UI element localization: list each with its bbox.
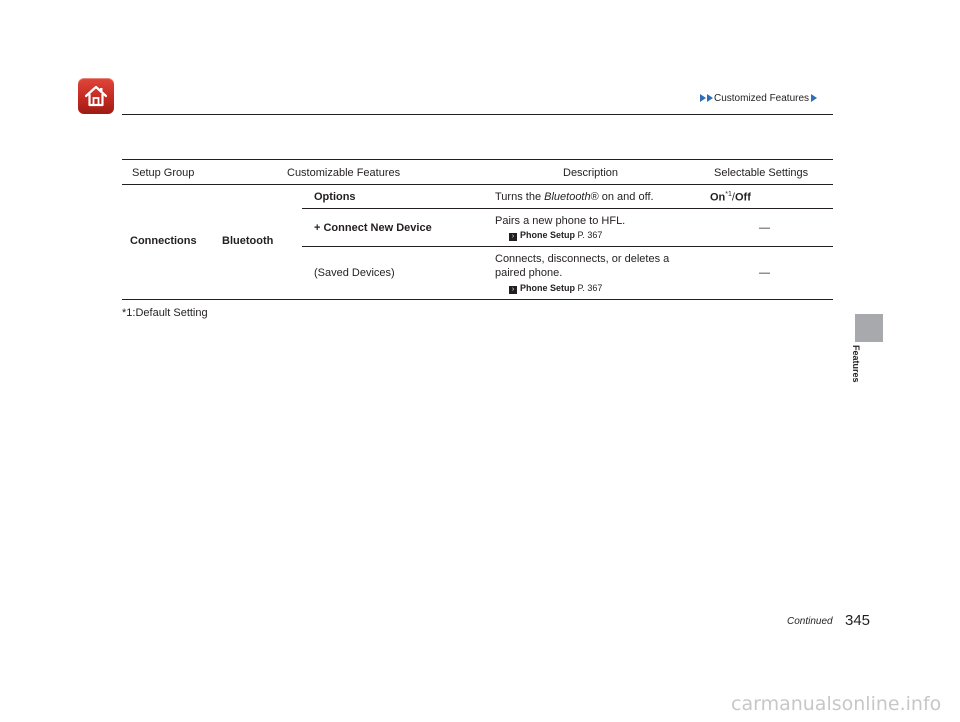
description-cell: Pairs a new phone to HFL. (495, 215, 626, 227)
section-tab[interactable] (855, 314, 883, 342)
column-header-selectable-settings: Selectable Settings (714, 167, 809, 179)
breadcrumb[interactable] (700, 93, 818, 104)
reference-page[interactable]: P. 367 (577, 283, 603, 293)
footnote: *1:Default Setting (122, 307, 208, 319)
reference-label[interactable]: Phone Setup (520, 283, 576, 293)
setup-subgroup-cell: Bluetooth (222, 235, 274, 247)
reference-label[interactable]: Phone Setup (520, 230, 576, 240)
page-number: 345 (845, 612, 871, 629)
continued-label: Continued (787, 616, 833, 627)
watermark: carmanualsonline.info (731, 693, 942, 715)
row-divider (302, 208, 833, 209)
setting-separator: / (731, 191, 735, 204)
setting-cell (710, 191, 751, 204)
table-top-rule (122, 159, 833, 160)
cross-reference-link[interactable] (509, 283, 602, 294)
setting-off: Off (734, 191, 751, 204)
setting-footnote-marker: *1 (725, 191, 732, 198)
column-header-description: Description (563, 167, 619, 179)
description-text: ® on and off. (590, 191, 654, 203)
breadcrumb-arrow-icon (707, 94, 713, 102)
header-rule (122, 114, 833, 115)
section-tab-label: Features (851, 345, 861, 383)
feature-cell: Options (314, 191, 356, 203)
home-icon (83, 83, 109, 109)
feature-cell: (Saved Devices) (314, 267, 395, 279)
cross-reference-link[interactable] (509, 230, 602, 241)
breadcrumb-arrow-icon (700, 94, 706, 102)
reference-page[interactable]: P. 367 (577, 230, 603, 240)
description-text-italic: Bluetooth (544, 191, 591, 203)
description-cell (495, 191, 654, 203)
setting-cell: — (759, 222, 770, 234)
column-header-customizable-features: Customizable Features (287, 167, 401, 179)
description-cell-line: paired phone. (495, 267, 563, 279)
reference-arrow-icon: › (509, 233, 517, 241)
header-bottom-rule (122, 184, 833, 185)
column-header-setup-group: Setup Group (132, 167, 195, 179)
description-text: Turns the (495, 191, 545, 203)
home-button[interactable] (78, 78, 114, 114)
reference-arrow-icon: › (509, 286, 517, 294)
description-cell-line: Connects, disconnects, or deletes a (495, 253, 670, 265)
setup-group-cell: Connections (130, 235, 197, 247)
table-bottom-rule (122, 299, 833, 300)
breadcrumb-label[interactable]: Customized Features (714, 93, 810, 104)
setting-on: On (710, 191, 726, 204)
setting-cell: — (759, 267, 770, 279)
row-divider (302, 246, 833, 247)
breadcrumb-arrow-icon (811, 94, 817, 102)
feature-cell: + Connect New Device (314, 222, 432, 234)
